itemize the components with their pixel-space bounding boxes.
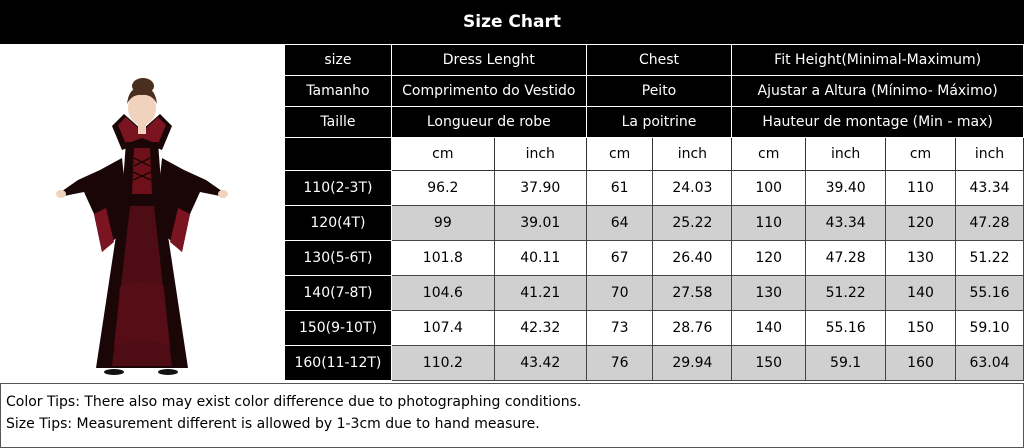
table-cell: 61 [586, 171, 653, 206]
table-cell: 51.22 [806, 276, 886, 311]
table-cell: 26.40 [653, 241, 732, 276]
table-cell: 43.34 [955, 171, 1023, 206]
header-fit-height: Hauteur de montage (Min - max) [732, 107, 1024, 138]
table-cell: 39.40 [806, 171, 886, 206]
table-cell: 120 [732, 241, 806, 276]
table-cell: 41.21 [494, 276, 586, 311]
table-cell: 64 [586, 206, 653, 241]
unit-cell: cm [732, 138, 806, 171]
table-cell: 28.76 [653, 311, 732, 346]
table-cell: 63.04 [955, 346, 1023, 381]
header-row-french [285, 107, 1024, 138]
table-cell: 107.4 [391, 311, 494, 346]
table-cell: 150 [886, 311, 956, 346]
table-cell: 110 [886, 171, 956, 206]
size-label: 110(2-3T) [285, 171, 392, 206]
page-title: Size Chart [463, 12, 561, 32]
table-cell: 43.34 [806, 206, 886, 241]
table-cell: 40.11 [494, 241, 586, 276]
header-size: Taille [285, 107, 392, 138]
header-size: Tamanho [285, 76, 392, 107]
table-cell: 55.16 [955, 276, 1023, 311]
header-dress-length: Longueur de robe [391, 107, 586, 138]
table-cell: 110 [732, 206, 806, 241]
table-row [285, 311, 1024, 346]
size-label: 120(4T) [285, 206, 392, 241]
table-cell: 73 [586, 311, 653, 346]
table-cell: 130 [886, 241, 956, 276]
header-size: size [285, 45, 392, 76]
table-cell: 51.22 [955, 241, 1023, 276]
table-cell: 140 [732, 311, 806, 346]
table-cell: 24.03 [653, 171, 732, 206]
table-cell: 55.16 [806, 311, 886, 346]
size-label: 160(11-12T) [285, 346, 392, 381]
table-cell: 99 [391, 206, 494, 241]
table-cell: 59.10 [955, 311, 1023, 346]
header-row-portuguese [285, 76, 1024, 107]
unit-cell: inch [806, 138, 886, 171]
table-cell: 47.28 [955, 206, 1023, 241]
table-cell: 104.6 [391, 276, 494, 311]
unit-cell: cm [886, 138, 956, 171]
table-cell: 27.58 [653, 276, 732, 311]
header-fit-height: Fit Height(Minimal-Maximum) [732, 45, 1024, 76]
size-tip: Size Tips: Measurement different is allowed by 1-3cm due to hand measure. [6, 416, 540, 432]
size-label: 140(7-8T) [285, 276, 392, 311]
size-label: 130(5-6T) [285, 241, 392, 276]
table-row [285, 206, 1024, 241]
table-cell: 70 [586, 276, 653, 311]
table-cell: 25.22 [653, 206, 732, 241]
size-label: 150(9-10T) [285, 311, 392, 346]
unit-cell: inch [494, 138, 586, 171]
product-photo [2, 46, 282, 382]
table-cell: 29.94 [653, 346, 732, 381]
table-cell: 100 [732, 171, 806, 206]
header-fit-height: Ajustar a Altura (Mínimo- Máximo) [732, 76, 1024, 107]
table-cell: 42.32 [494, 311, 586, 346]
table-cell: 130 [732, 276, 806, 311]
table-cell: 160 [886, 346, 956, 381]
table-cell: 59.1 [806, 346, 886, 381]
unit-cell: cm [586, 138, 653, 171]
size-table [284, 44, 1024, 381]
vampire-costume-illustration [2, 46, 282, 382]
color-tip: Color Tips: There also may exist color difference due to photographing conditions. [6, 394, 582, 410]
tips-box [0, 383, 1024, 448]
table-cell: 140 [886, 276, 956, 311]
table-cell: 110.2 [391, 346, 494, 381]
table-row [285, 171, 1024, 206]
table-cell: 47.28 [806, 241, 886, 276]
table-row [285, 346, 1024, 381]
table-cell: 150 [732, 346, 806, 381]
header-dress-length: Comprimento do Vestido [391, 76, 586, 107]
unit-cell: inch [653, 138, 732, 171]
header-chest: La poitrine [586, 107, 732, 138]
table-cell: 101.8 [391, 241, 494, 276]
table-cell: 76 [586, 346, 653, 381]
header-chest: Chest [586, 45, 732, 76]
table-cell: 43.42 [494, 346, 586, 381]
header-dress-length: Dress Lenght [391, 45, 586, 76]
table-cell: 120 [886, 206, 956, 241]
header-chest: Peito [586, 76, 732, 107]
table-cell: 96.2 [391, 171, 494, 206]
units-row [285, 138, 1024, 171]
table-cell: 39.01 [494, 206, 586, 241]
table-cell: 67 [586, 241, 653, 276]
header-row-english [285, 45, 1024, 76]
title-bar [0, 0, 1024, 44]
unit-cell: inch [955, 138, 1023, 171]
unit-cell: cm [391, 138, 494, 171]
table-row [285, 276, 1024, 311]
table-row [285, 241, 1024, 276]
units-blank-cell [285, 138, 392, 171]
table-cell: 37.90 [494, 171, 586, 206]
